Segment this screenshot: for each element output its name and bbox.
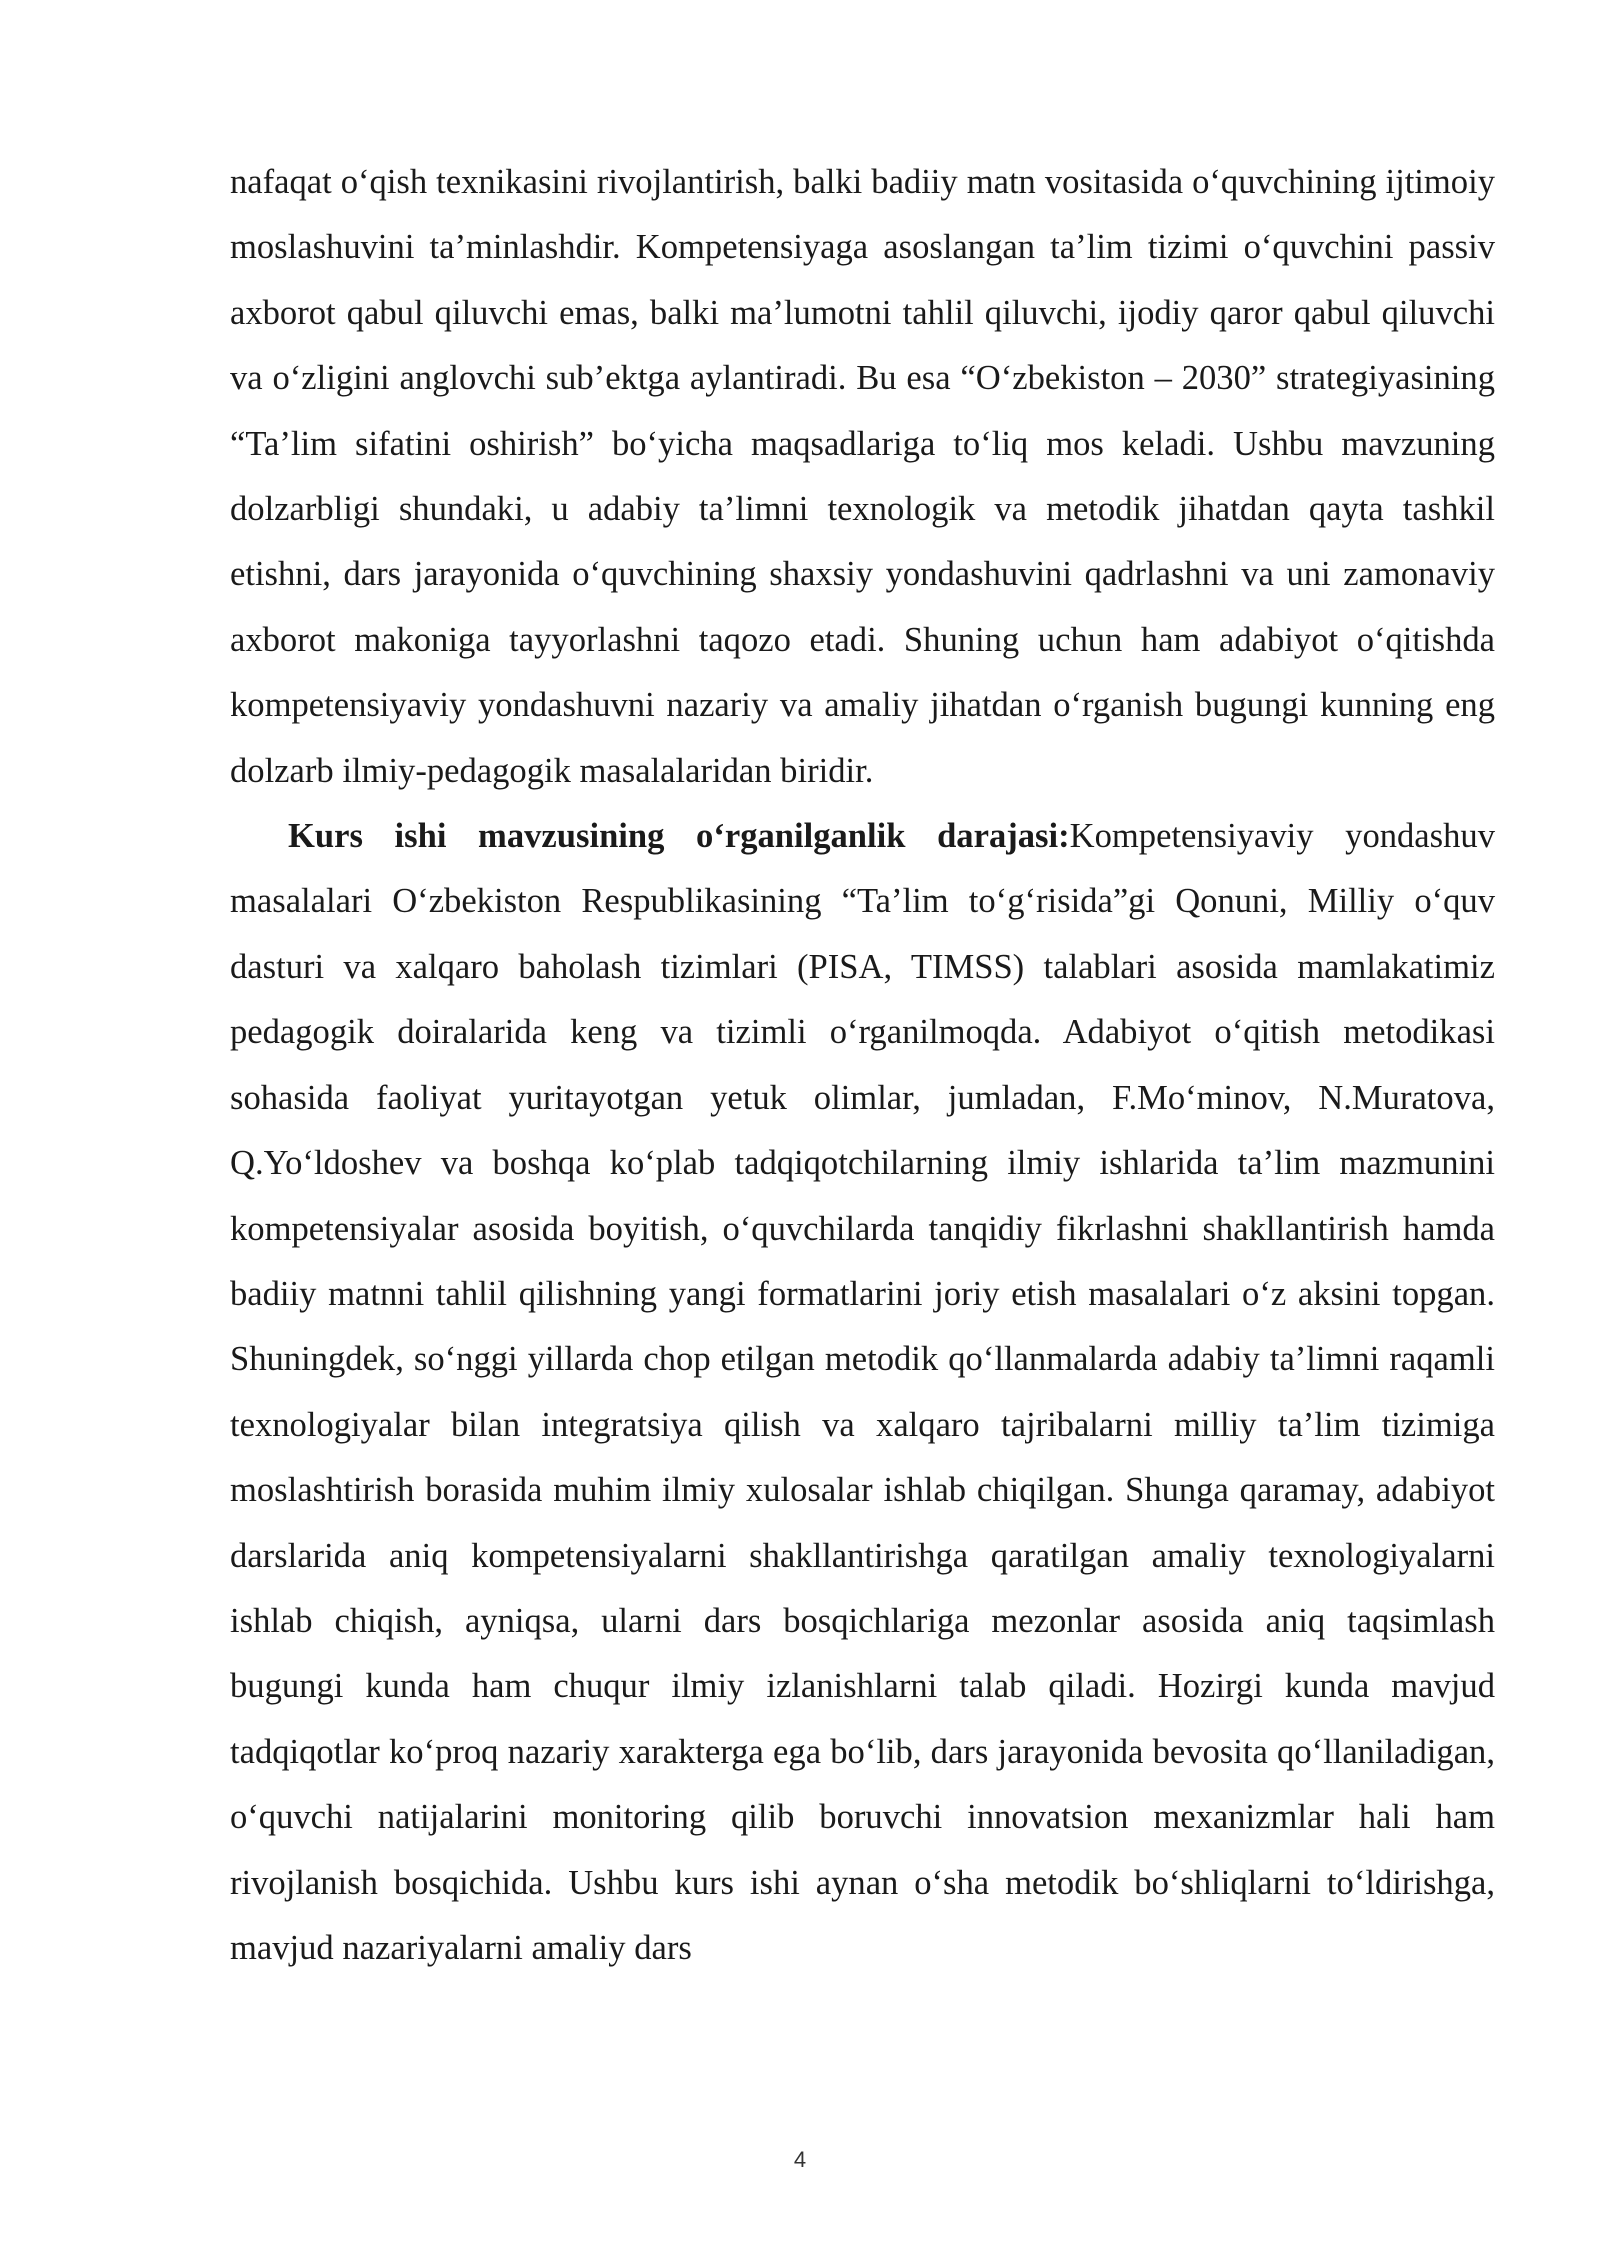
paragraph-research-level xyxy=(230,804,1495,1981)
page-number: 4 xyxy=(793,2147,807,2172)
paragraph-body: Kompetensiyaviy yondashuv masalalari O‘zbekiston Respublikasining “Ta’lim to‘g‘risida”gi Qonuni, Milliy o‘quv dasturi va xalqaro baholash tizimlari (PISA, TIMSS) talablari asosida mamlakatimiz pedagogik doiralarida keng va tizimli o‘rganilmoqda. Adabiyot o‘qitish metodikasi sohasida faoliyat yuritayotgan yetuk olimlar, jumladan, F.Mo‘minov, N.Muratova, Q.Yo‘ldoshev va boshqa ko‘plab tadqiqotchilarning ilmiy ishlarida ta’lim mazmunini kompetensiyalar asosida boyitish, o‘quvchilarda tanqidiy fikrlashni shakllantirish hamda badiiy matnni tahlil qilishning yangi formatlarini joriy etish masalalari o‘z aksini topgan. Shuningdek, so‘nggi yillarda chop etilgan metodik qo‘llanmalarda adabiy ta’limni raqamli texnologiyalar bilan integratsiya qilish va xalqaro tajribalarni milliy ta’lim tizimiga moslashtirish borasida muhim ilmiy xulosalar ishlab chiqilgan. Shunga qaramay, adabiyot darslarida aniq kompetensiyalarni shakllantirishga qaratilgan amaliy texnologiyalarni ishlab chiqish, ayniqsa, ularni dars bosqichlariga mezonlar asosida aniq taqsimlash bugungi kunda ham chuqur ilmiy izlanishlarni talab qiladi. Hozirgi kunda mavjud tadqiqotlar ko‘proq nazariy xarakterga ega bo‘lib, dars jarayonida bevosita qo‘llaniladigan, o‘quvchi natijalarini monitoring qilib boruvchi innovatsion mexanizmlar hali ham rivojlanish bosqichida. Ushbu kurs ishi aynan o‘sha metodik bo‘shliqlarni to‘ldirishga, mavjud nazariyalarni amaliy dars xyxy=(230,817,1495,1967)
body-text xyxy=(230,150,1495,1981)
section-heading: Kurs ishi mavzusining o‘rganilganlik darajasi: xyxy=(288,817,1070,856)
paragraph-continuation: nafaqat o‘qish texnikasini rivojlantirish, balki badiiy matn vositasida o‘quvchining ijtimoiy moslashuvini ta’minlashdir. Kompetensiyaga asoslangan ta’lim tizimi o‘quvchini passiv axborot qabul qiluvchi emas, balki ma’lumotni tahlil qiluvchi, ijodiy qaror qabul qiluvchi va o‘zligini anglovchi sub’ektga aylantiradi. Bu esa “O‘zbekiston – 2030” strategiyasining “Ta’lim sifatini oshirish” bo‘yicha maqsadlariga to‘liq mos keladi. Ushbu mavzuning dolzarbligi shundaki, u adabiy ta’limni texnologik va metodik jihatdan qayta tashkil etishni, dars jarayonida o‘quvchining shaxsiy yondashuvini qadrlashni va uni zamonaviy axborot makoniga tayyorlashni taqozo etadi. Shuning uchun ham adabiyot o‘qitishda kompetensiyaviy yondashuvni nazariy va amaliy jihatdan o‘rganish bugungi kunning eng dolzarb ilmiy-pedagogik masalalaridan biridir. xyxy=(230,163,1495,790)
